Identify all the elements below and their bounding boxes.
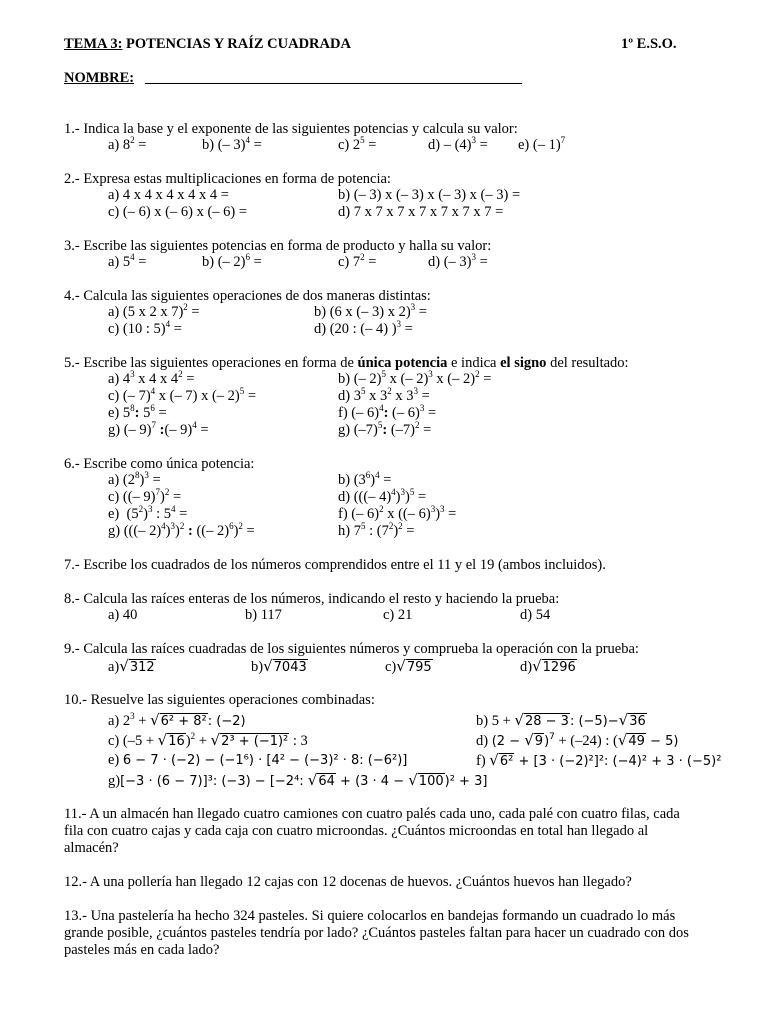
q5-item-g2: g) $(-7)^5$: $(-7)^2$ = [338,420,432,438]
q5-item-g1: g) (– 9)$^7$ :(– 9)$^4$ = [108,420,209,438]
q9-item-a: a)√312 [108,657,155,675]
question-3-title: 3.- Escribe las siguientes potencias en forma de producto y halla su valor: [64,238,492,254]
q3-item-d: d) (– 3)$^3$ = [428,252,488,270]
q5-item-b: b) (– 2)$^5$ x (– 2)$^3$ x (– 2)$^2$ = [338,369,492,387]
question-5-title: 5.- Escribe las siguientes operaciones en forma de única potencia e indica el signo del resultado: [64,355,629,371]
q8-item-a: a) 40 [108,607,138,623]
q4-item-a: a) (5 x 2 x 7)$^2$ = [108,302,200,320]
q5-item-c: c) (– 7)$^4$ x (– 7) x (– 2)$^5$ = [108,386,257,404]
q5-item-a: a) $4^3$ x 4 x $4^2$ = [108,369,195,387]
question-13-line-2: grande posible, ¿cuántos pasteles tendría por lado? ¿Cuántos pasteles faltan para hacer un cuadrado con dos [64,925,689,941]
q6-item-b: b) $(3^6)^4$ = [338,470,392,488]
q1-item-c: c) $2^5$ = [338,135,377,153]
q5-item-d: d) $3^5$ x $3^2$ x $3^3$ = [338,386,430,404]
question-1-title: 1.- Indica la base y el exponente de las siguientes potencias y calcula su valor: [64,121,518,137]
q9-item-d: d)√1296 [520,657,576,675]
q2-item-b: b) (– 3) x (– 3) x (– 3) x (– 3) = [338,187,521,203]
q9-item-c: c)√795 [385,657,432,675]
question-2-title: 2.- Expresa estas multiplicaciones en forma de potencia: [64,171,391,187]
page-title: TEMA 3: POTENCIAS Y RAÍZ CUADRADA [64,36,351,52]
q1-item-e: e) (– 1)$^7$ [518,135,566,153]
q2-item-d: d) 7 x 7 x 7 x 7 x 7 x 7 x 7 = [338,204,504,220]
question-11-line-2: fila con cuatro cajas y cada caja con cuatro microondas. ¿Cuántos microondas en total han llegado al [64,823,649,839]
question-10-title: 10.- Resuelve las siguientes operaciones combinadas: [64,692,375,708]
question-6-title: 6.- Escribe como única potencia: [64,456,255,472]
q1-item-a: a) $8^2$ = [108,135,147,153]
question-12-title: 12.- A una pollería han llegado 12 cajas con 12 docenas de huevos. ¿Cuántos huevos han llegado? [64,874,632,890]
q3-item-c: c) $7^2$ = [338,252,377,270]
q10-item-f: f) √6² + [3 · (−2)²]²: (−4)² + 3 · (−5)² [476,751,722,769]
q6-item-f: f) (– 6)$^2$ x ((– 6)$^3$)$^3$ = [338,504,457,522]
q10-item-g: g)[−3 · (6 − 7)]³: (−3) − [−2⁴: √64 + (3 · 4 − √100)² + 3] [108,771,488,789]
q6-item-h: h) $7^5$ : $(7^2)^2$ = [338,521,415,539]
question-11-line-3: almacén? [64,840,119,856]
course-level: 1º E.S.O. [621,36,677,52]
q6-item-e: e) $(5^2)^3$ : $5^4$ = [108,504,188,522]
q1-item-d: $d) - (4)^3$ = [428,135,488,153]
q6-item-c: c) ((– 9)$^7$)$^2$ = [108,487,182,505]
q10-item-c: c) $(-5 + √16)^2 + √2^3 + (-1)^2$ : 3 [108,731,308,749]
q3-item-b: b) (– 2)$^6$ = [202,252,262,270]
q6-item-d: d) (((– 4)$^4$)$^3$)$^5$ = [338,487,427,505]
question-11-line-1: 11.- A un almacén han llegado cuatro camiones con cuatro palés cada uno, cada palé con cuatro filas, cada [64,806,680,822]
q6-item-a: a) $(2^8)^3$ = [108,470,161,488]
q4-item-b: b) (6 x (– 3) x 2)$^3$ = [314,302,427,320]
q9-item-b: b)√7043 [251,657,307,675]
q10-item-a: a) $2^3 + √6^2 + 8^2$: (−2) [108,711,246,729]
q10-item-b: b) 5 + √28 − 3: (−5)−√36 [476,711,646,729]
q5-item-e: e) $5^8$: $5^6$ = [108,403,167,421]
q1-item-b: b) (– 3)$^4$ = [202,135,262,153]
q4-item-c: c) (10 : 5)$^4$ = [108,319,182,337]
question-9-title: 9.- Calcula las raíces cuadradas de los siguientes números y comprueba la operación con la prueba: [64,641,639,657]
question-13-line-3: pasteles más en cada lado? [64,942,220,958]
q10-item-d: d) $(2 - √9)^7 + (-24)$ : (√49 − 5) [476,731,679,749]
q3-item-a: a) $5^4$ = [108,252,147,270]
q6-item-g: g) (((– 2)$^4$)$^3$)$^2$ : ((– 2)$^6$)$^2$ = [108,521,255,539]
question-7-title: 7.- Escribe los cuadrados de los números comprendidos entre el 11 y el 19 (ambos incluidos). [64,557,606,573]
q2-item-a: a) 4 x 4 x 4 x 4 x 4 = [108,187,229,203]
q8-item-d: d) 54 [520,607,551,623]
q8-item-c: c) 21 [383,607,413,623]
question-8-title: 8.- Calcula las raíces enteras de los números, indicando el resto y haciendo la prueba: [64,591,560,607]
question-4-title: 4.- Calcula las siguientes operaciones de dos maneras distintas: [64,288,431,304]
q4-item-d: d) (20 : (– 4) )$^3$ = [314,319,413,337]
question-13-line-1: 13.- Una pastelería ha hecho 324 pasteles. Si quiere colocarlos en bandejas formando un cuadrado lo más [64,908,676,924]
q2-item-c: c) (– 6) x (– 6) x (– 6) = [108,204,248,220]
q5-item-f: f) (– 6)$^4$: (– 6)$^3$ = [338,403,437,421]
q10-item-e: e) 6 − 7 · (−2) − (−1⁶) · [4² − (−3)² · 8: (−6²)] [108,752,408,768]
name-field[interactable]: NOMBRE: ____________________________________________________ [64,70,522,86]
q8-item-b: b) 117 [245,607,282,623]
